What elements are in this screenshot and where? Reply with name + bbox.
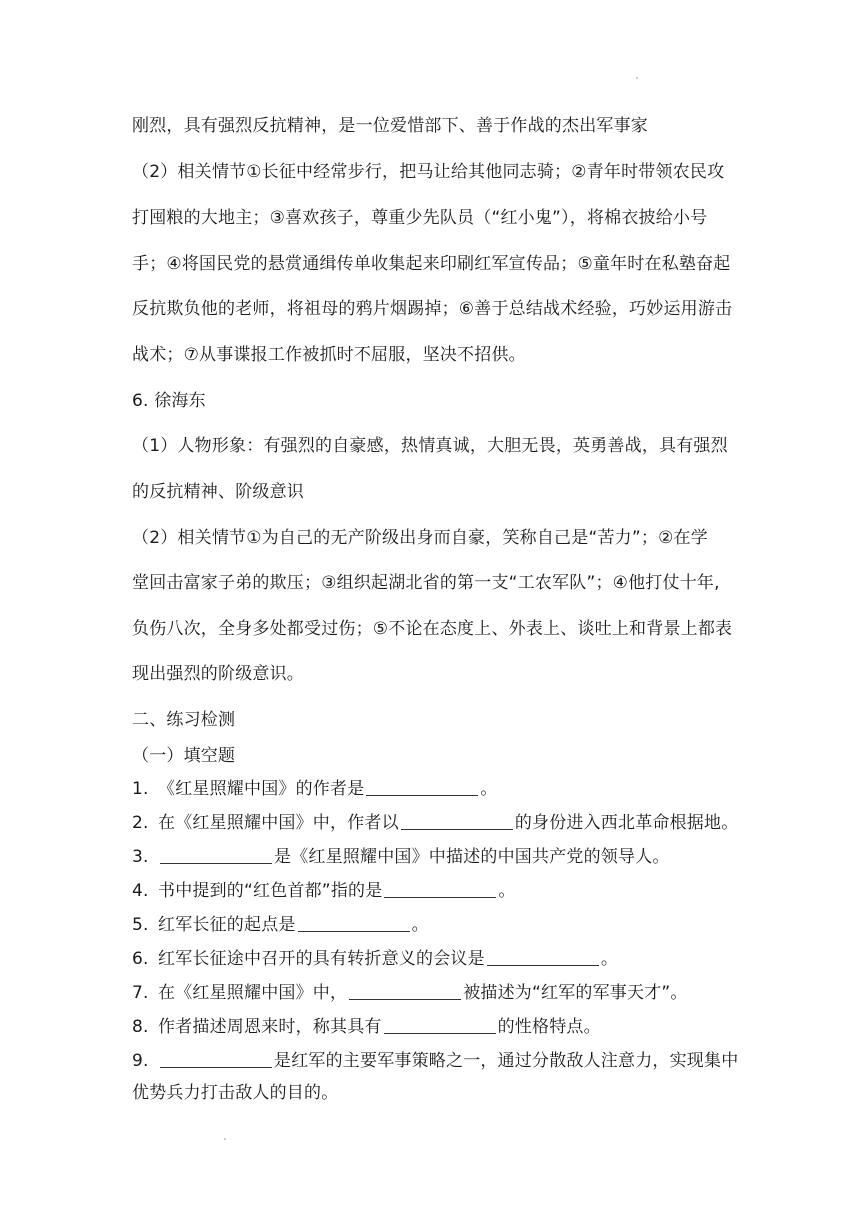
paragraph-line: 负伤八次，全身多处都受过伤；⑤不论在态度上、外表上、谈吐上和背景上都表 <box>132 619 733 639</box>
answer-blank[interactable] <box>384 1015 496 1034</box>
answer-blank[interactable] <box>298 913 410 932</box>
paragraph-line: （2）相关情节①为自己的无产阶级出身而自豪，笑称自己是“苦力”；②在学 <box>132 528 708 548</box>
question-text: 是《红星照耀中国》中描述的中国共产党的领导人。 <box>274 847 670 867</box>
question-number: 7. <box>132 983 149 1003</box>
answer-blank[interactable] <box>160 1049 272 1068</box>
question-item <box>132 1049 739 1073</box>
paragraph-line: （1）人物形象：有强烈的自豪感，热情真诚，大胆无畏，英勇善战，具有强烈 <box>132 436 728 456</box>
answer-blank[interactable] <box>401 811 513 830</box>
question-text: 书中提到的“红色首都”指的是 <box>158 881 383 901</box>
question-number: 4. <box>132 881 149 901</box>
question-item <box>132 811 739 835</box>
question-text: 作者描述周恩来时，称其具有 <box>158 1017 382 1037</box>
paragraph-line: （2）相关情节①长征中经常步行，把马让给其他同志骑；②青年时带领农民攻 <box>132 162 725 182</box>
question-number: 9. <box>132 1051 149 1071</box>
scan-speck <box>636 77 638 79</box>
question-text: 被描述为“红军的军事天才”。 <box>463 983 688 1003</box>
question-number: 3. <box>132 847 149 867</box>
paragraph-line: 堂回击富家子弟的欺压；③组织起湖北省的第一支“工农军队”；④他打仗十年, <box>132 573 720 593</box>
section-heading: 6. 徐海东 <box>132 391 206 411</box>
paragraph-line: 手；④将国民党的悬赏通缉传单收集起来印刷红军宣传品；⑤童年时在私塾奋起 <box>132 254 731 274</box>
question-text: 《红星照耀中国》的作者是 <box>158 779 365 799</box>
question-text: 红军长征的起点是 <box>158 915 296 935</box>
question-text: 在《红星照耀中国》中， <box>158 983 348 1003</box>
question-number: 8. <box>132 1017 149 1037</box>
paragraph-line: 反抗欺负他的老师，将祖母的鸦片烟踢掉；⑥善于总结战术经验，巧妙运用游击 <box>132 299 733 319</box>
question-text: 。 <box>411 915 429 935</box>
answer-blank[interactable] <box>366 777 478 796</box>
question-text: 红军长征途中召开的具有转折意义的会议是 <box>158 949 485 969</box>
question-number: 2. <box>132 813 149 833</box>
question-text: 是红军的主要军事策略之一，通过分散敌人注意力，实现集中 <box>274 1051 739 1071</box>
answer-blank[interactable] <box>349 981 461 1000</box>
question-number: 5. <box>132 915 149 935</box>
question-text: 。 <box>498 881 516 901</box>
question-number: 1. <box>132 779 149 799</box>
question-item <box>132 981 732 1005</box>
question-continuation: 优势兵力打击敌人的目的。 <box>132 1083 339 1103</box>
question-text: 。 <box>480 779 498 799</box>
question-number: 6. <box>132 949 149 969</box>
scan-speck <box>224 1138 226 1140</box>
question-item <box>132 947 732 971</box>
question-text: 在《红星照耀中国》中，作者以 <box>158 813 399 833</box>
question-item <box>132 1015 732 1039</box>
paragraph-line: 打囤粮的大地主；③喜欢孩子，尊重少先队员（“红小鬼”），将棉衣披给小号 <box>132 208 708 228</box>
answer-blank[interactable] <box>160 845 272 864</box>
subsection-heading: （一）填空题 <box>132 746 236 766</box>
paragraph-line: 的反抗精神、阶级意识 <box>132 482 304 502</box>
section-heading: 二、练习检测 <box>132 710 236 730</box>
question-item <box>132 845 732 869</box>
question-text: 的性格特点。 <box>497 1017 601 1037</box>
question-item <box>132 777 732 801</box>
answer-blank[interactable] <box>487 947 599 966</box>
paragraph-line: 刚烈，具有强烈反抗精神，是一位爱惜部下、善于作战的杰出军事家 <box>132 116 648 136</box>
question-item <box>132 913 732 937</box>
answer-blank[interactable] <box>384 879 496 898</box>
question-text: 。 <box>600 949 619 969</box>
paragraph-line: 现出强烈的阶级意识。 <box>132 664 304 684</box>
question-text: 的身份进入西北革命根据地。 <box>514 813 739 833</box>
question-item <box>132 879 732 903</box>
paragraph-line: 战术；⑦从事谍报工作被抓时不屈服，坚决不招供。 <box>132 345 526 365</box>
